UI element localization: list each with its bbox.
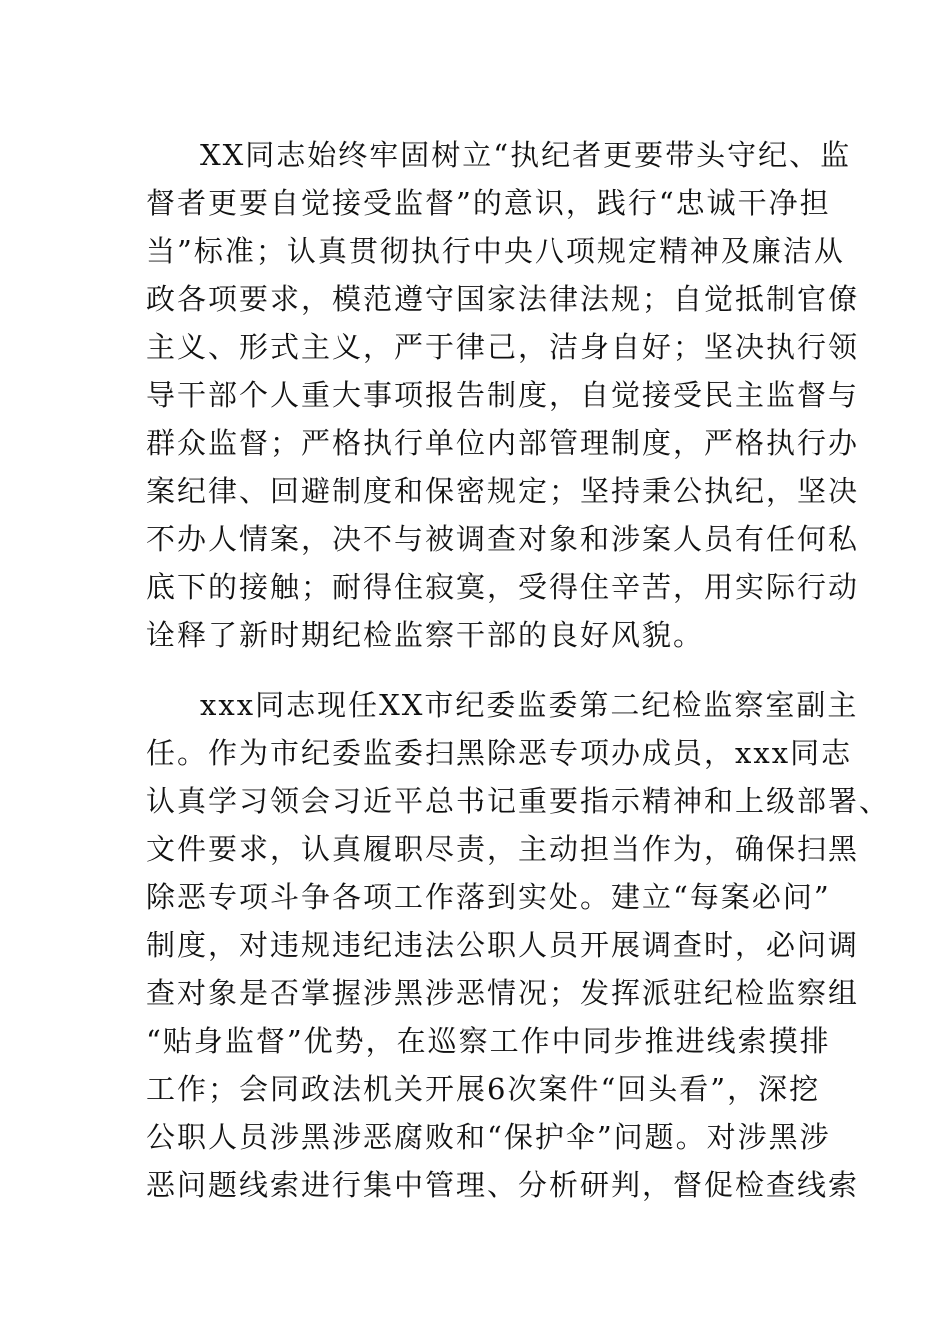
paragraph-2-line-2: 任。作为市纪委监委扫黑除恶专项办成员，xxx同志 xyxy=(146,736,853,770)
paragraph-1-line-4: 政各项要求，模范遵守国家法律法规；自觉抵制官僚 xyxy=(146,282,860,316)
paragraph-1-line-6: 导干部个人重大事项报告制度，自觉接受民主监督与 xyxy=(146,378,860,412)
paragraph-2-line-11: 恶问题线索进行集中管理、分析研判，督促检查线索 xyxy=(146,1168,860,1202)
paragraph-1-line-8: 案纪律、回避制度和保密规定；坚持秉公执纪，坚决 xyxy=(146,474,860,508)
paragraph-2-line-6: 制度，对违规违纪违法公职人员开展调查时，必问调 xyxy=(146,928,860,962)
paragraph-2-line-1: xxx同志现任XX市纪委监委第二纪检监察室副主 xyxy=(200,688,859,722)
paragraph-1-line-11: 诠释了新时期纪检监察干部的良好风貌。 xyxy=(146,618,705,652)
paragraph-2-line-5: 除恶专项斗争各项工作落到实处。建立“每案必问” xyxy=(146,880,831,914)
paragraph-1-line-10: 底下的接触；耐得住寂寞，受得住辛苦，用实际行动 xyxy=(146,570,860,604)
paragraph-2-line-8: “贴身监督”优势，在巡察工作中同步推进线索摸排 xyxy=(146,1024,831,1058)
paragraph-1-line-9: 不办人情案，决不与被调查对象和涉案人员有任何私 xyxy=(146,522,860,556)
paragraph-2-line-7: 查对象是否掌握涉黑涉恶情况；发挥派驻纪检监察组 xyxy=(146,976,860,1010)
paragraph-1-line-3: 当”标准；认真贯彻执行中央八项规定精神及廉洁从 xyxy=(146,234,845,268)
paragraph-1-line-5: 主义、形式主义，严于律己，洁身自好；坚决执行领 xyxy=(146,330,860,364)
paragraph-1-line-1: XX同志始终牢固树立“执纪者更要带头守纪、监 xyxy=(200,138,852,172)
paragraph-1-line-7: 群众监督；严格执行单位内部管理制度，严格执行办 xyxy=(146,426,860,460)
paragraph-2-line-3: 认真学习领会习近平总书记重要指示精神和上级部署、 xyxy=(146,784,891,818)
paragraph-1-line-2: 督者更要自觉接受监督”的意识，践行“忠诚干净担 xyxy=(146,186,831,220)
paragraph-2-line-9: 工作；会同政法机关开展6次案件“回头看”，深挖 xyxy=(146,1072,821,1106)
paragraph-2-line-4: 文件要求，认真履职尽责，主动担当作为，确保扫黑 xyxy=(146,832,860,866)
paragraph-2-line-10: 公职人员涉黑涉恶腐败和“保护伞”问题。对涉黑涉 xyxy=(146,1120,831,1154)
